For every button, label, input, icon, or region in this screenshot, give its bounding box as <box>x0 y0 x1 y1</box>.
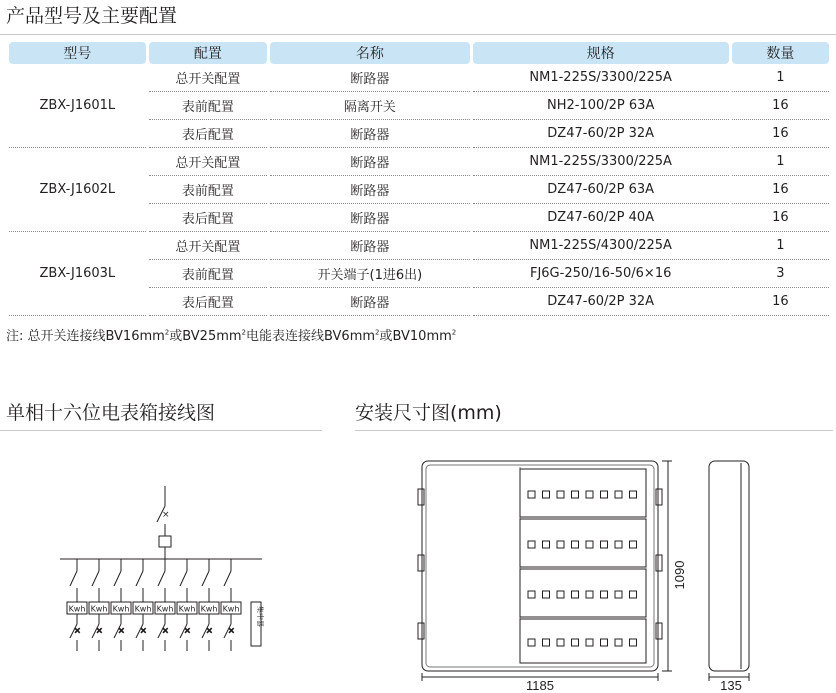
section-title: 产品型号及主要配置 <box>6 5 178 27</box>
concentrator-box <box>251 602 265 646</box>
breaker-mark: × <box>206 626 213 635</box>
spec-cell: DZ47-60/2P 63A <box>473 176 729 204</box>
model-cell: ZBX-J1603L <box>9 232 146 316</box>
table-header-row <box>9 42 829 64</box>
meter-label: Kwh <box>68 604 86 614</box>
front-view-drawing <box>408 455 698 693</box>
name-cell: 断路器 <box>270 120 469 148</box>
meter-window <box>586 491 593 498</box>
qty-cell: 16 <box>732 204 829 232</box>
header-config: 配置 <box>149 42 267 64</box>
header-model: 型号 <box>9 42 146 64</box>
meter-window <box>543 591 550 598</box>
breaker-mark: × <box>74 626 81 635</box>
width-dimension: 1185 <box>526 678 554 693</box>
meter-window <box>572 591 579 598</box>
config-cell: 总开关配置 <box>149 232 267 260</box>
spec-cell: NM1-225S/3300/225A <box>473 148 729 176</box>
name-cell: 断路器 <box>270 148 469 176</box>
spec-cell: DZ47-60/2P 40A <box>473 204 729 232</box>
spec-cell: DZ47-60/2P 32A <box>473 120 729 148</box>
meter-window <box>572 639 579 646</box>
meter-window <box>528 591 535 598</box>
meter-window <box>543 491 550 498</box>
qty-cell: 1 <box>732 64 829 92</box>
meter-window <box>601 491 608 498</box>
note-text: 或BV25mm <box>169 329 242 344</box>
config-cell: 表前配置 <box>149 92 267 120</box>
name-cell: 断路器 <box>270 232 469 260</box>
breaker-mark: × <box>162 626 169 635</box>
name-cell: 断路器 <box>270 204 469 232</box>
table-row <box>9 232 829 260</box>
note-superscript: 2 <box>241 328 247 337</box>
meter-window <box>615 639 622 646</box>
meter-window <box>557 591 564 598</box>
name-cell: 断路器 <box>270 176 469 204</box>
note-superscript: 2 <box>164 328 170 337</box>
breaker-mark: × <box>118 626 125 635</box>
config-cell: 表前配置 <box>149 260 267 288</box>
meter-window <box>586 639 593 646</box>
qty-cell: 1 <box>732 232 829 260</box>
meter-window <box>630 639 637 646</box>
wiring-diagram-title: 单相十六位电表箱接线图 <box>6 402 216 424</box>
qty-cell: 16 <box>732 120 829 148</box>
qty-cell: 16 <box>732 176 829 204</box>
breaker-mark: × <box>184 626 191 635</box>
meter-window <box>572 491 579 498</box>
concentrator-label: 集中器 <box>256 606 264 627</box>
config-cell: 表后配置 <box>149 204 267 232</box>
meter-label: Kwh <box>90 604 108 614</box>
meter-window <box>601 591 608 598</box>
meter-window <box>586 541 593 548</box>
meter-label: Kwh <box>112 604 130 614</box>
meter-window <box>615 591 622 598</box>
config-cell: 表后配置 <box>149 120 267 148</box>
note-superscript: 2 <box>451 328 457 337</box>
wiring-note <box>6 325 456 344</box>
header-qty: 数量 <box>732 42 829 64</box>
spec-cell: NM1-225S/4300/225A <box>473 232 729 260</box>
meter-window <box>557 639 564 646</box>
config-table <box>6 42 832 316</box>
side-view-drawing <box>703 455 763 693</box>
meter-window <box>557 541 564 548</box>
note-text: 电能表连接线BV6mm <box>246 329 376 344</box>
breaker-mark: × <box>96 626 103 635</box>
spec-cell: DZ47-60/2P 32A <box>473 288 729 316</box>
meter-label: Kwh <box>178 604 196 614</box>
divider <box>0 430 322 431</box>
qty-cell: 16 <box>732 288 829 316</box>
meter-window <box>601 639 608 646</box>
table-row <box>9 148 829 176</box>
meter-window <box>528 541 535 548</box>
qty-cell: 16 <box>732 92 829 120</box>
divider <box>0 34 836 35</box>
breaker-mark: × <box>140 626 147 635</box>
header-spec: 规格 <box>473 42 729 64</box>
note-superscript: 2 <box>375 328 380 337</box>
meter-window <box>630 591 637 598</box>
model-cell: ZBX-J1601L <box>9 64 146 148</box>
divider <box>355 430 833 431</box>
meter-window <box>630 491 637 498</box>
meter-window <box>543 541 550 548</box>
config-cell: 总开关配置 <box>149 64 267 92</box>
meter-window <box>601 541 608 548</box>
wiring-diagram <box>55 486 270 666</box>
header-name: 名称 <box>270 42 469 64</box>
meter-window <box>528 639 535 646</box>
note-text: 或BV10mm <box>379 329 452 344</box>
spec-cell: FJ6G-250/16-50/6×16 <box>473 260 729 288</box>
meter-label: Kwh <box>134 604 152 614</box>
meter-window <box>557 491 564 498</box>
meter-label: Kwh <box>200 604 218 614</box>
meter-window <box>630 541 637 548</box>
breaker-mark: × <box>228 626 235 635</box>
config-cell: 表后配置 <box>149 288 267 316</box>
meter-window <box>572 541 579 548</box>
dimension-drawing-title: 安装尺寸图(mm) <box>355 402 502 424</box>
meter-label: Kwh <box>222 604 240 614</box>
height-dimension: 1090 <box>672 560 687 590</box>
spec-cell: NM1-225S/3300/225A <box>473 64 729 92</box>
svg-text:×: × <box>162 510 170 520</box>
meter-window <box>615 491 622 498</box>
meter-label: Kwh <box>156 604 174 614</box>
name-cell: 断路器 <box>270 288 469 316</box>
meter-window <box>615 541 622 548</box>
qty-cell: 1 <box>732 148 829 176</box>
meter-window <box>586 591 593 598</box>
table-row <box>9 64 829 92</box>
note-text: 注: 总开关连接线BV16mm <box>6 329 165 344</box>
name-cell: 隔离开关 <box>270 92 469 120</box>
model-cell: ZBX-J1602L <box>9 148 146 232</box>
depth-dimension: 135 <box>720 678 742 693</box>
name-cell: 断路器 <box>270 64 469 92</box>
config-cell: 总开关配置 <box>149 148 267 176</box>
config-cell: 表前配置 <box>149 176 267 204</box>
meter-window <box>528 491 535 498</box>
name-cell: 开关端子(1进6出) <box>270 260 469 288</box>
qty-cell: 3 <box>732 260 829 288</box>
meter-window <box>543 639 550 646</box>
spec-cell: NH2-100/2P 63A <box>473 92 729 120</box>
